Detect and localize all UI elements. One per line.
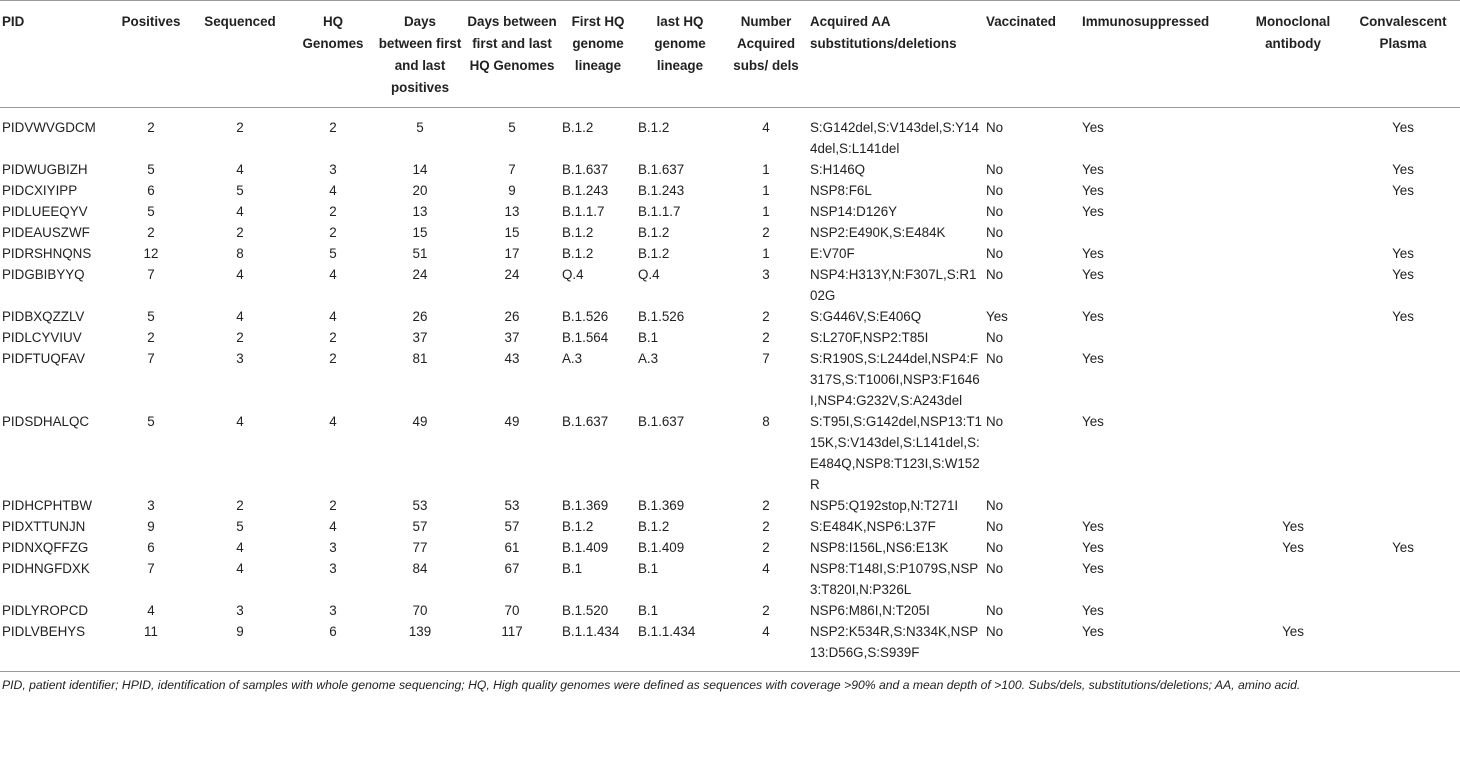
cell-days-hq: 17 [504,246,520,261]
cell-plasma [1346,621,1460,672]
cell-positives: 9 [147,519,155,534]
cell-immuno: Yes [1082,351,1104,366]
table-row [0,558,1460,600]
cell-num: 8 [762,414,770,429]
cell-first: B.1.243 [562,183,609,198]
table-row [0,222,1460,243]
cell-sequenced: 4 [236,162,244,177]
cell-last: B.1.243 [638,183,685,198]
cell-last: B.1.2 [638,225,670,240]
cell-vacc: No [986,330,1004,345]
column-header: PID [0,1,112,108]
cell-aa: NSP8:F6L [810,183,872,198]
cell-mab [1240,600,1346,621]
cell-aa: S:G446V,S:E406Q [810,309,922,324]
column-header: Acquired AA substitutions/deletions [808,1,984,108]
cell-days-pos: 139 [376,621,464,672]
cell-vacc: No [986,120,1004,135]
cell-immuno [1080,327,1240,348]
cell-last: B.1.2 [638,246,670,261]
cell-hq: 5 [329,246,337,261]
cell-positives: 6 [147,183,155,198]
table-footnote: PID, patient identifier; HPID, identification of samples with whole genome sequencing; HQ, High quality genomes were defined as sequences with coverage >90% and a mean depth of >100. Subs/dels, substitutions/deletions; AA, amino acid. [2,678,1301,692]
cell-pid: PIDNXQFFZG [2,540,89,555]
cell-days-pos: 51 [412,246,428,261]
cell-mab: Yes [1282,540,1304,555]
cell-vacc: No [986,204,1004,219]
cell-plasma: Yes [1392,120,1414,135]
cell-immuno: Yes [1082,246,1104,261]
cell-aa: NSP5:Q192stop,N:T271I [810,498,959,513]
cell-mab [1240,108,1346,160]
cell-vacc: No [986,267,1004,282]
cell-sequenced: 9 [190,621,290,672]
table-body [0,108,1460,672]
cell-sequenced: 4 [236,561,244,576]
cell-vacc: No [986,351,1004,366]
cell-immuno: Yes [1082,540,1104,555]
cell-days-hq: 24 [504,267,520,282]
cell-aa: NSP8:T148I,S:P1079S,NSP3:T820I,N:P326L [810,561,979,597]
table-row [0,108,1460,160]
cell-immuno [1080,495,1240,516]
cell-hq: 3 [329,561,337,576]
cell-days-hq: 49 [504,414,520,429]
cell-hq: 3 [329,540,337,555]
cell-mab [1240,306,1346,327]
cell-last: B.1 [638,561,659,576]
cell-sequenced: 5 [236,183,244,198]
cell-last: A.3 [638,351,659,366]
column-header: Number Acquired subs/ dels [724,1,808,108]
cell-sequenced: 2 [236,225,244,240]
cell-sequenced: 3 [236,351,244,366]
column-header: Sequenced [190,1,290,108]
cell-days-hq: 67 [504,561,520,576]
cell-plasma [1346,558,1460,600]
column-header: Monoclonal antibody [1240,1,1346,108]
cell-plasma [1346,348,1460,411]
cell-vacc: No [986,498,1004,513]
cell-hq: 2 [329,204,337,219]
cell-days-hq: 37 [504,330,520,345]
cell-first: B.1.1.7 [562,204,605,219]
table-row [0,516,1460,537]
cell-mab [1240,411,1346,495]
cell-days-pos: 14 [412,162,428,177]
cell-hq: 2 [329,498,337,513]
cell-vacc: No [986,162,1004,177]
cell-immuno: Yes [1082,603,1104,618]
cell-hq: 4 [329,183,337,198]
table-row [0,411,1460,495]
cell-positives: 11 [112,621,190,672]
cell-immuno: Yes [1082,309,1104,324]
cell-sequenced: 4 [236,267,244,282]
cell-last: B.1.637 [638,414,685,429]
cell-days-pos: 57 [412,519,428,534]
cell-plasma: Yes [1392,540,1414,555]
cell-plasma [1346,222,1460,243]
cell-days-pos: 15 [412,225,428,240]
cell-num: 2 [762,603,770,618]
cell-immuno [1080,222,1240,243]
cell-plasma: Yes [1392,267,1414,282]
cell-vacc: Yes [986,309,1008,324]
cell-sequenced: 2 [236,498,244,513]
column-header: Immunosuppressed [1080,1,1240,108]
cell-pid: PIDLYROPCD [2,603,89,618]
table-row [0,621,1460,672]
table-row [0,327,1460,348]
cell-days-hq: 7 [508,162,516,177]
cell-sequenced: 4 [236,414,244,429]
table-row [0,264,1460,306]
cell-num: 1 [762,204,770,219]
cell-sequenced: 2 [236,120,244,135]
cell-pid: PIDHNGFDXK [2,561,90,576]
cell-days-pos: 49 [412,414,428,429]
cell-num: 1 [762,183,770,198]
table-row [0,159,1460,180]
cell-num: 2 [762,330,770,345]
cell-mab [1240,327,1346,348]
cell-days-hq: 57 [504,519,520,534]
cell-hq: 4 [329,414,337,429]
cell-last: B.1.2 [638,120,670,135]
cell-pid: PIDLVBEHYS [0,621,112,672]
cell-aa: E:V70F [810,246,855,261]
cell-pid: PIDBXQZZLV [2,309,85,324]
cell-days-hq: 117 [464,621,560,672]
cell-hq: 6 [290,621,376,672]
cell-hq: 2 [329,225,337,240]
cell-first: B.1.637 [562,162,609,177]
cell-days-pos: 84 [412,561,428,576]
cell-first: Q.4 [562,267,584,282]
cell-immuno: Yes [1082,414,1104,429]
cell-first: B.1.564 [562,330,609,345]
cell-days-hq: 70 [504,603,520,618]
cell-last: B.1.637 [638,162,685,177]
cell-hq: 2 [329,351,337,366]
cell-positives: 3 [147,498,155,513]
cell-mab [1240,222,1346,243]
cell-vacc: No [984,621,1080,672]
cell-first: B.1 [562,561,583,576]
cell-pid: PIDLCYVIUV [2,330,82,345]
cell-days-hq: 61 [504,540,520,555]
column-header: Positives [112,1,190,108]
cell-num: 1 [762,246,770,261]
cell-positives: 5 [147,204,155,219]
cell-first: B.1.1.434 [560,621,636,672]
table-row [0,348,1460,411]
cell-first: B.1.409 [562,540,609,555]
cell-hq: 4 [329,267,337,282]
column-header: HQ Genomes [290,1,376,108]
cell-immuno: Yes [1082,183,1104,198]
cell-days-pos: 70 [412,603,428,618]
cell-positives: 2 [147,120,155,135]
cell-positives: 2 [147,330,155,345]
cell-vacc: No [986,414,1004,429]
cell-num: 3 [762,267,770,282]
cell-plasma [1346,201,1460,222]
cell-aa: NSP2:K534R,S:N334K,NSP13:D56G,S:S939F [808,621,984,672]
cell-aa: S:H146Q [810,162,866,177]
cell-days-hq: 13 [504,204,520,219]
cell-plasma: Yes [1392,183,1414,198]
cell-sequenced: 8 [236,246,244,261]
cell-hq: 2 [329,330,337,345]
table-row [0,495,1460,516]
cell-days-pos: 5 [416,120,424,135]
cell-pid: PIDVWVGDCM [2,120,96,135]
cell-days-pos: 77 [412,540,428,555]
cell-mab [1240,243,1346,264]
cell-last: B.1 [638,603,659,618]
cell-sequenced: 2 [236,330,244,345]
cell-immuno: Yes [1082,267,1104,282]
cell-days-hq: 53 [504,498,520,513]
cell-first: B.1.2 [562,246,594,261]
cell-sequenced: 4 [236,540,244,555]
column-header: last HQ genome lineage [636,1,724,108]
cell-days-hq: 5 [508,120,516,135]
cell-days-hq: 15 [504,225,520,240]
cell-first: B.1.2 [562,225,594,240]
cell-plasma: Yes [1392,246,1414,261]
cell-num: 7 [762,351,770,366]
cell-mab [1240,495,1346,516]
cell-hq: 3 [329,162,337,177]
cell-days-pos: 53 [412,498,428,513]
table-row [0,180,1460,201]
cell-aa: NSP2:E490K,S:E484K [810,225,946,240]
cell-pid: PIDLUEEQYV [2,204,88,219]
cell-days-pos: 26 [412,309,428,324]
cell-immuno: Yes [1080,621,1240,672]
cell-first: B.1.2 [562,120,594,135]
cell-num: 4 [762,120,770,135]
cell-last: B.1.1.7 [638,204,681,219]
cell-mab [1240,180,1346,201]
cell-aa: NSP8:I156L,NS6:E13K [810,540,949,555]
cell-pid: PIDFTUQFAV [2,351,86,366]
cell-days-pos: 37 [412,330,428,345]
cell-num: 4 [724,621,808,672]
cell-last: B.1 [638,330,659,345]
table-row [0,537,1460,558]
cell-mab [1240,558,1346,600]
cell-positives: 5 [147,162,155,177]
cell-positives: 7 [147,561,155,576]
cell-aa: S:E484K,NSP6:L37F [810,519,936,534]
cell-days-pos: 81 [412,351,428,366]
cell-positives: 5 [147,309,155,324]
cell-last: B.1.1.434 [636,621,724,672]
cell-positives: 7 [147,351,155,366]
cell-hq: 4 [329,519,337,534]
cell-first: A.3 [562,351,583,366]
column-header: First HQ genome lineage [560,1,636,108]
cell-positives: 4 [147,603,155,618]
cell-positives: 6 [147,540,155,555]
cell-immuno: Yes [1082,561,1104,576]
cell-plasma: Yes [1392,309,1414,324]
cell-days-hq: 43 [504,351,520,366]
header-row [0,1,1460,108]
cell-aa: NSP6:M86I,N:T205I [810,603,930,618]
cell-pid: PIDWUGBIZH [2,162,88,177]
cell-first: B.1.637 [562,414,609,429]
table-row [0,243,1460,264]
cell-last: B.1.409 [638,540,685,555]
cell-hq: 3 [329,603,337,618]
cell-vacc: No [986,225,1004,240]
cell-aa: S:T95I,S:G142del,NSP13:T115K,S:V143del,S:L141del,S:E484Q,NSP8:T123I,S:W152R [810,414,982,492]
cell-plasma [1346,327,1460,348]
cell-days-hq: 9 [508,183,516,198]
cell-mab [1240,348,1346,411]
cell-vacc: No [986,561,1004,576]
cell-aa: NSP4:H313Y,N:F307L,S:R102G [810,267,977,303]
cell-first: B.1.2 [562,519,594,534]
cell-positives: 5 [147,414,155,429]
cell-num: 2 [762,309,770,324]
cell-plasma: Yes [1392,162,1414,177]
cell-num: 2 [762,225,770,240]
table-row [0,600,1460,621]
cell-pid: PIDRSHNQNS [2,246,92,261]
cell-plasma [1346,495,1460,516]
cell-num: 1 [762,162,770,177]
cell-vacc: No [986,246,1004,261]
cell-immuno: Yes [1082,519,1104,534]
column-header: Vaccinated [984,1,1080,108]
cell-last: Q.4 [638,267,660,282]
cell-days-hq: 26 [504,309,520,324]
cell-vacc: No [986,603,1004,618]
column-header: Days between first and last positives [376,1,464,108]
cell-sequenced: 3 [236,603,244,618]
cell-days-pos: 24 [412,267,428,282]
cell-pid: PIDHCPHTBW [2,498,93,513]
cell-plasma [1346,600,1460,621]
table-row [0,306,1460,327]
cell-num: 2 [762,540,770,555]
cell-positives: 2 [147,225,155,240]
cell-aa: NSP14:D126Y [810,204,898,219]
cell-first: B.1.520 [562,603,609,618]
cell-mab [1240,159,1346,180]
cell-immuno: Yes [1082,120,1104,135]
cell-pid: PIDSDHALQC [2,414,90,429]
cell-vacc: No [986,183,1004,198]
cell-vacc: No [986,519,1004,534]
cell-mab [1240,264,1346,306]
column-header: Days between first and last HQ Genomes [464,1,560,108]
cell-aa: S:R190S,S:L244del,NSP4:F317S,S:T1006I,NSP3:F1646I,NSP4:G232V,S:A243del [810,351,980,408]
cell-sequenced: 4 [236,309,244,324]
cell-positives: 7 [147,267,155,282]
table-row [0,201,1460,222]
column-header: Convalescent Plasma [1346,1,1460,108]
cell-hq: 2 [329,120,337,135]
cell-first: B.1.526 [562,309,609,324]
cell-immuno: Yes [1082,162,1104,177]
cell-sequenced: 4 [236,204,244,219]
cell-aa: S:G142del,S:V143del,S:Y144del,S:L141del [810,120,979,156]
cell-immuno: Yes [1082,204,1104,219]
cell-vacc: No [986,540,1004,555]
cell-plasma [1346,411,1460,495]
cell-last: B.1.369 [638,498,685,513]
cell-num: 4 [762,561,770,576]
cell-hq: 4 [329,309,337,324]
cell-positives: 12 [143,246,159,261]
cell-mab [1240,201,1346,222]
cell-pid: PIDEAUSZWF [2,225,90,240]
cell-pid: PIDCXIYIPP [2,183,78,198]
cell-days-pos: 13 [412,204,428,219]
cell-pid: PIDGBIBYYQ [2,267,85,282]
cell-mab: Yes [1240,621,1346,672]
cell-last: B.1.526 [638,309,685,324]
cell-first: B.1.369 [562,498,609,513]
cell-last: B.1.2 [638,519,670,534]
cell-days-pos: 20 [412,183,428,198]
cell-num: 2 [762,498,770,513]
cell-plasma [1346,516,1460,537]
cell-sequenced: 5 [236,519,244,534]
cell-num: 2 [762,519,770,534]
cell-pid: PIDXTTUNJN [2,519,86,534]
cell-mab: Yes [1282,519,1304,534]
cell-aa: S:L270F,NSP2:T85I [810,330,929,345]
